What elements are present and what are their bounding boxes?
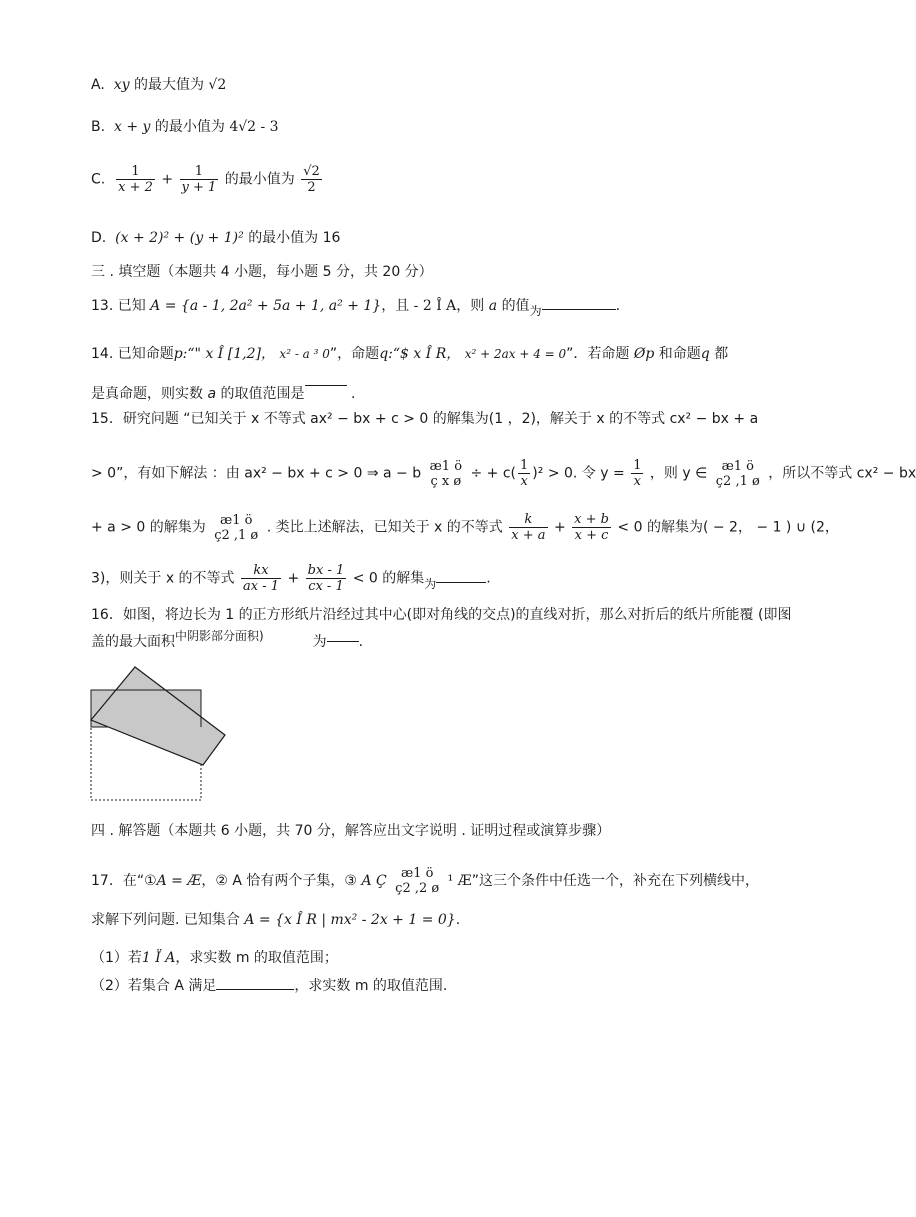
section-4-title: 四 . 解答题（本题共 6 小题，共 70 分，解答应出文字说明 . 证明过程或演算步骤）	[91, 823, 611, 839]
q14-dot: .	[350, 386, 356, 402]
q15-l2j: ，则 y ∈	[649, 465, 708, 482]
question-16-line1: 16．如图，将边长为 1 的正方形纸片沿经过其中心(即对角线的交点)的直线对折，那么对折后的纸片所能覆 (即图	[91, 607, 792, 623]
q17-l1h: ”这三个条件中任选一个，补充在下列横线中，	[471, 873, 760, 889]
q15-l4d: +	[287, 570, 300, 587]
q14-expr1: x² - a ³ 0	[279, 347, 330, 361]
option-d-expr: (x + 2)² + (y + 1)²	[115, 230, 244, 246]
question-14-line1	[91, 344, 728, 364]
q15-l4i: .	[486, 570, 491, 587]
q15-l2d: ÷ + c(	[470, 465, 517, 482]
q15-l3j: < 0 的解集为( − 2， − 1 ) ∪ (2，	[617, 519, 839, 536]
option-c-value: $\frac{√2}{2}$	[303, 164, 320, 195]
q17-set-a: A = {x Î R | mx² - 2x + 1 = 0}	[244, 912, 456, 928]
option-c-frac1: $\frac{1}{x + 2}$	[118, 164, 153, 195]
option-c	[91, 164, 324, 195]
q17-l1c: ，② A 恰有两个子集，③	[201, 873, 357, 889]
question-15-line1: 15．研究问题 “已知关于 x 不等式 ax² − bx + c > 0 的解集为(1 ，2)，解关于 x 的不等式 cx² − bx + a	[91, 411, 759, 427]
option-c-label: C.	[91, 171, 106, 188]
question-15-line3	[91, 512, 839, 543]
q15-bracket2: æ1 ö ç2 ,1 ø	[715, 458, 760, 489]
q17-cond3: A Ç	[361, 873, 387, 889]
option-c-text: 的最小值为	[224, 171, 295, 188]
q17-condition-blank	[216, 977, 294, 990]
q14-line2-text: 是真命题，则实数	[91, 386, 203, 402]
q14-proposition-q: q:“$ x Î R，	[379, 346, 461, 362]
q14-line2-text2: 的取值范围是	[220, 386, 305, 402]
q15-frac-1x-b: $\frac{1}{x}$	[633, 458, 642, 489]
q14-mid2: ”．若命题	[566, 346, 630, 362]
q15-frac-kx: $\frac{kx}{ax - 1}$	[243, 563, 280, 594]
q15-l3g: +	[553, 519, 566, 536]
q14-mid: ”，命题	[329, 346, 380, 362]
q14-var: a	[207, 386, 217, 402]
q17-l2a: 求解下列问题. 已知集合	[91, 912, 240, 928]
option-a-value: √2	[208, 77, 227, 93]
option-a-label: A.	[91, 77, 105, 93]
q15-bracket3: æ1 ö ç2 ,1 ø	[214, 512, 259, 543]
q13-answer-blank	[542, 297, 616, 310]
q14-q: q	[700, 346, 710, 362]
question-16-line2	[91, 629, 364, 652]
q15-frac-bx: $\frac{bx - 1}{cx - 1}$	[307, 563, 345, 594]
q16-l2b: 中阴影部分面积)	[175, 629, 264, 643]
q14-expr2: x² + 2ax + 4 = 0	[464, 347, 567, 361]
q16-answer-blank	[327, 629, 359, 642]
q16-l2c: 为	[312, 634, 327, 650]
question-17-part1	[91, 948, 338, 968]
option-b	[91, 117, 279, 137]
q17-cond1: A = Æ	[156, 873, 202, 889]
q17-p2a: （2）若集合 A 满足	[91, 978, 217, 994]
option-c-frac2: $\frac{1}{y + 1}$	[181, 164, 217, 195]
q13-dot: .	[615, 298, 621, 314]
q15-l3d: . 类比上述解法，已知关于 x 的不等式	[266, 519, 503, 536]
q14-not-p: Øp	[633, 346, 655, 362]
q13-mid2: ，则	[456, 298, 485, 314]
q17-interval: æ1 ö ç2 ,2 ø	[395, 866, 440, 896]
folded-square-figure	[88, 660, 230, 806]
q13-var: a	[488, 298, 498, 314]
q14-proposition-p: p:“" x Î [1,2]，	[173, 346, 275, 362]
q14-pre: 已知命题	[117, 346, 174, 362]
q14-number: 14.	[91, 346, 114, 362]
q15-frac-xb: $\frac{x + b}{x + c}$	[574, 512, 609, 543]
section-3-title: 三 . 填空题（本题共 4 小题，每小题 5 分，共 20 分）	[91, 264, 433, 280]
question-13	[91, 296, 620, 316]
q13-number: 13.	[91, 298, 114, 314]
q15-frac-1x: $\frac{1}{x}$	[520, 458, 529, 489]
q17-l1a: 17．在“①	[91, 873, 157, 889]
option-d-label: D.	[91, 230, 107, 246]
q13-condition: - 2 Î A	[413, 298, 457, 314]
q14-answer-blank	[305, 373, 347, 386]
q15-l3a: + a > 0 的解集为	[91, 519, 206, 536]
q15-bracket1: æ1 ö ç x ø	[429, 458, 463, 489]
option-d	[91, 228, 340, 248]
q15-frac-k: $\frac{k}{x + a}$	[511, 512, 546, 543]
q15-answer-blank	[436, 570, 486, 583]
question-15-line4	[91, 563, 491, 594]
q17-l1g: ¹ Æ	[447, 873, 472, 889]
q17-p1a: （1）若	[91, 950, 142, 966]
q16-l2a: 盖的最大面积	[91, 634, 175, 650]
question-14-line2	[91, 384, 355, 404]
question-15-line2	[91, 458, 916, 489]
q15-l4a: 3)，则关于 x 的不等式	[91, 570, 235, 587]
q13-mid: ，且	[381, 298, 410, 314]
q13-set: A = {a - 1, 2a² + 5a + 1, a² + 1}	[150, 298, 382, 314]
q15-l4g: < 0 的解集	[352, 570, 425, 587]
q17-l2c: .	[455, 912, 461, 928]
option-a-text: 的最大值为	[133, 77, 204, 93]
option-d-text: 的最小值为 16	[248, 230, 341, 246]
q15-l4h: 为	[424, 576, 437, 591]
question-17-part2	[91, 976, 447, 996]
q17-p2b: ，求实数 m 的取值范围.	[294, 978, 448, 994]
q15-l2m: ，所以不等式 cx² − bx	[768, 465, 916, 482]
folded-flap	[91, 667, 225, 765]
q17-p1c: ，求实数 m 的取值范围；	[175, 950, 338, 966]
option-b-text: 的最小值为	[154, 119, 225, 135]
q17-p1b: 1 Ï A	[141, 950, 176, 966]
option-b-expr: x + y	[113, 119, 151, 135]
question-17-line1	[91, 866, 759, 896]
option-b-label: B.	[91, 119, 106, 135]
q13-end: 的值	[501, 298, 530, 314]
option-a-expr: xy	[113, 77, 130, 93]
q13-suffix: 为	[529, 304, 542, 318]
question-17-line2	[91, 910, 460, 930]
q15-l2g: )² > 0. 令 y =	[532, 465, 625, 482]
q15-l2a: > 0”，有如下解法 ：由 ax² − bx + c > 0 ⇒ a − b	[91, 465, 422, 482]
option-c-plus: +	[161, 171, 174, 188]
q13-pre: 已知	[117, 298, 146, 314]
option-b-value: 4√2 - 3	[229, 119, 279, 135]
q16-l2d: .	[358, 634, 364, 650]
q14-mid3: 和命题	[658, 346, 701, 362]
q14-end: 都	[714, 346, 729, 362]
option-a	[91, 75, 226, 95]
